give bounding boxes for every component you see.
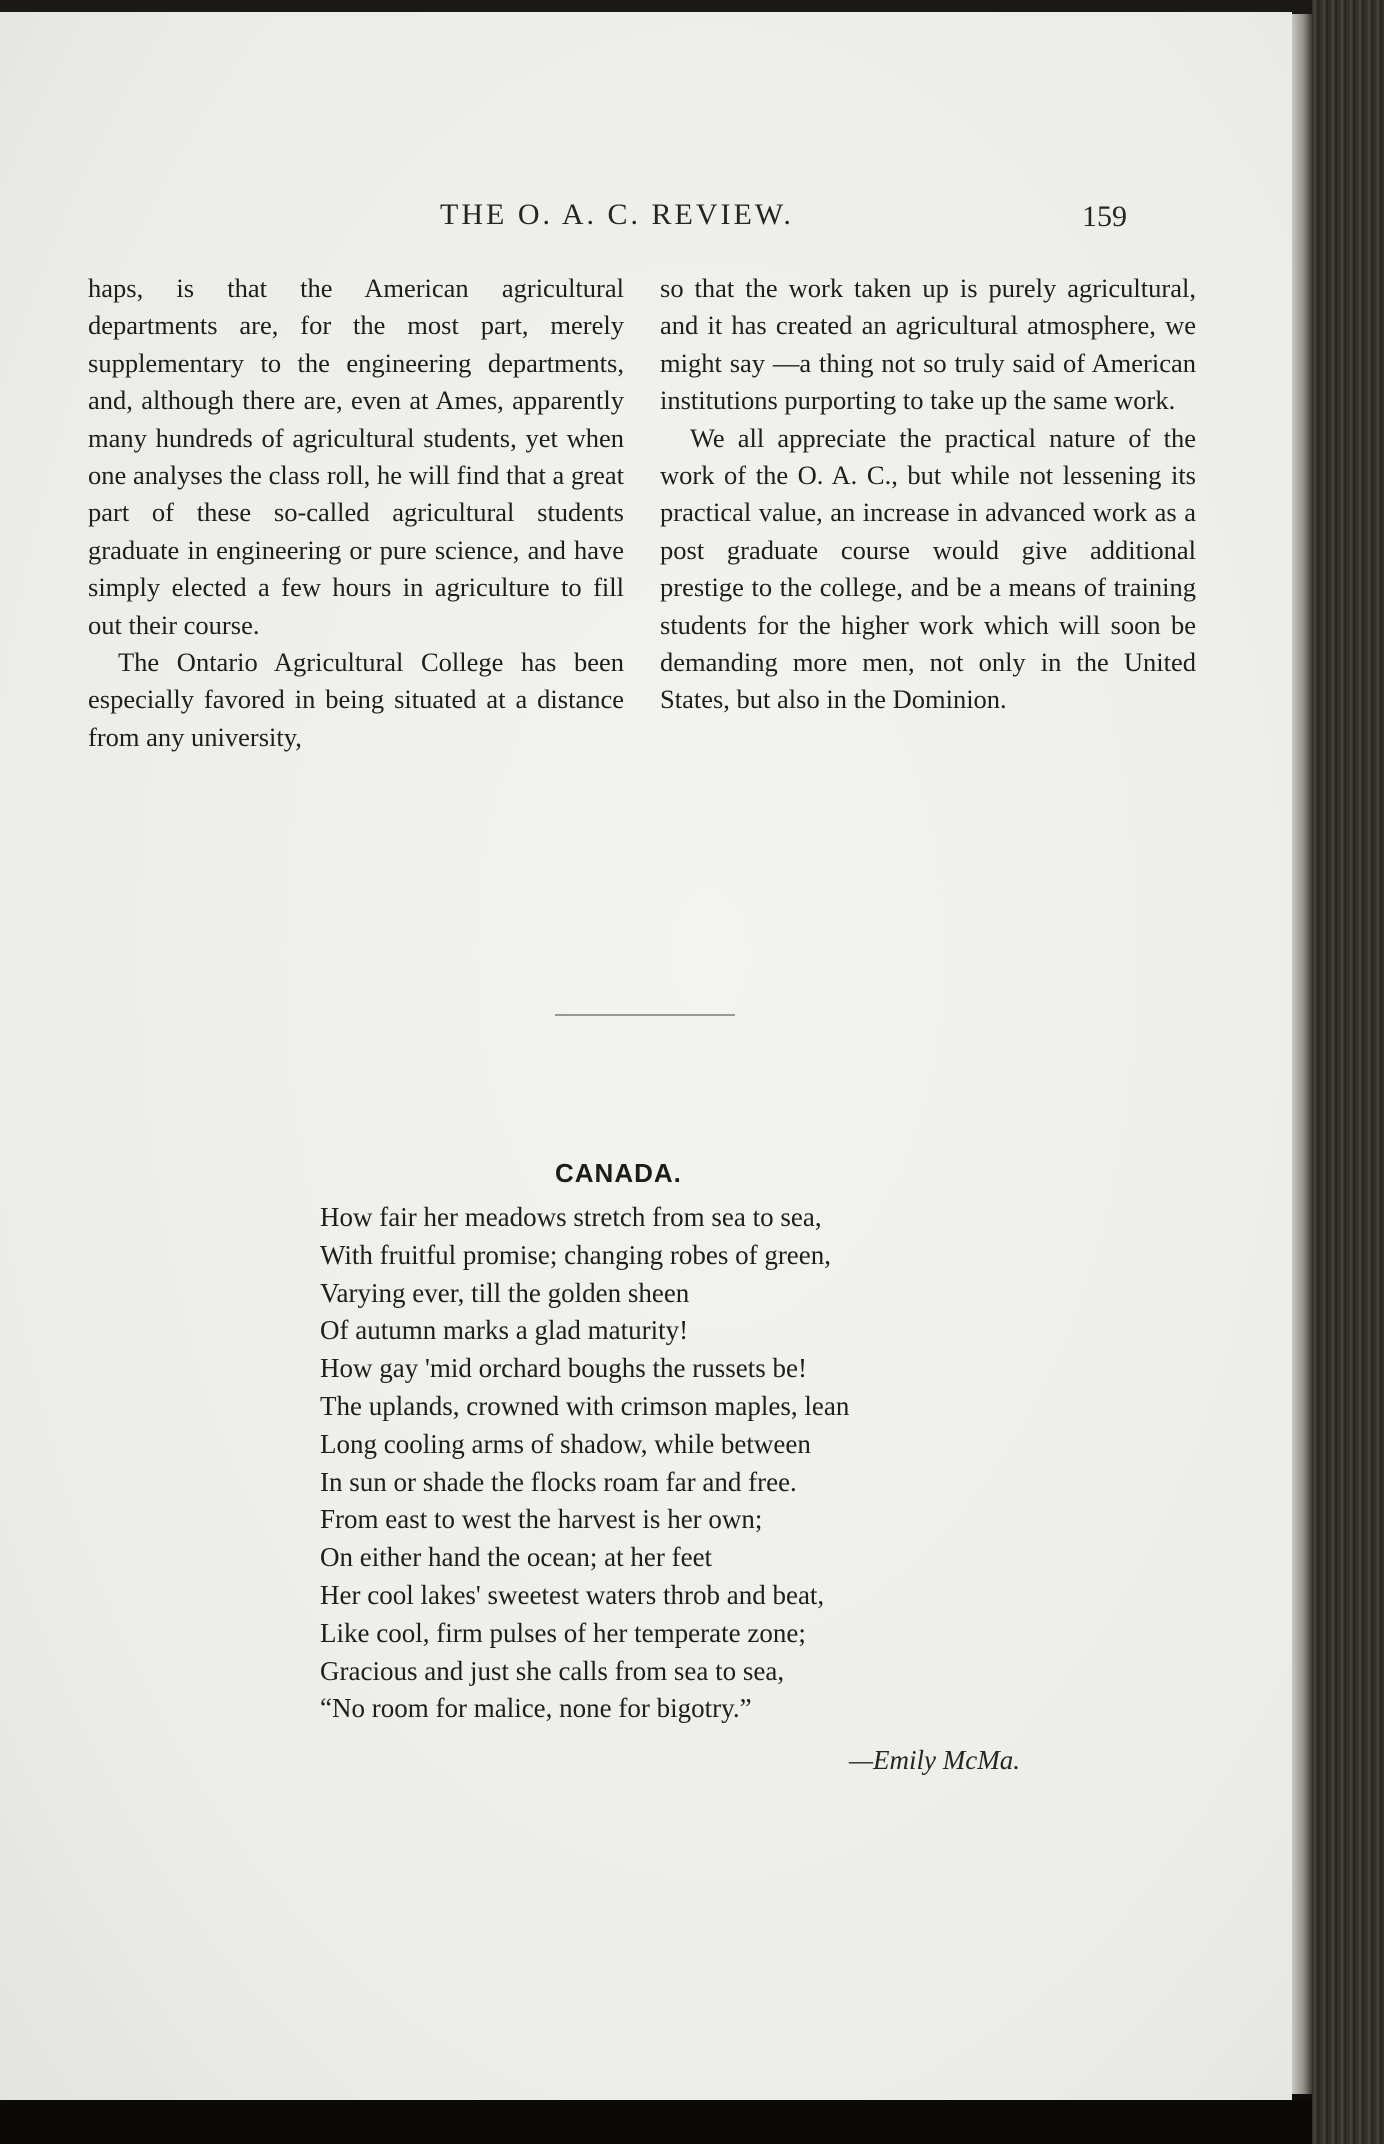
page-number: 159 xyxy=(1082,200,1127,233)
scan-bottom-border xyxy=(0,2100,1312,2144)
paragraph: We all appreciate the practical nature of the work of the O. A. C., but while not lessening its practical value, an increase in advanced work as a post graduate course would give additional prestige to the college, and be a means of training students for the higher work which will soon be demanding more men, not only in the United States, but also in the Dominion. xyxy=(660,422,1196,715)
poem-line: From east to west the harvest is her own; xyxy=(320,1504,763,1535)
poem-body xyxy=(320,1199,1000,1728)
poem-line: Her cool lakes' sweetest waters throb and beat, xyxy=(320,1579,825,1610)
poem-attribution: —Emily McMa. xyxy=(849,1745,1020,1775)
poem-line: The uplands, crowned with crimson maples, lean xyxy=(320,1390,850,1421)
poem-title: CANADA. xyxy=(555,1158,682,1188)
section-divider xyxy=(555,1014,735,1016)
paragraph: so that the work taken up is purely agricultural, and it has created an agricultural atmosphere, we might say —a thing not so truly said of American institutions purporting to take up the same work. xyxy=(660,273,1196,416)
article-left-column xyxy=(88,270,624,756)
poem-line: Of autumn marks a glad maturity! xyxy=(320,1315,689,1346)
poem-line: Varying ever, till the golden sheen xyxy=(320,1277,690,1308)
running-head: THE O. A. C. REVIEW. xyxy=(440,198,794,231)
paragraph: haps, is that the American agricultural departments are, for the most part, merely supplementary to the engineering departments, and, although there are, even at Ames, apparently many hundreds of agricultural students, yet when one analyses the class roll, he will find that a great part of these so-called agricultural students graduate in engineering or pure science, and have simply elected a few hours in agriculture to fill out their course. xyxy=(88,273,624,640)
poem-line: How gay 'mid orchard boughs the russets be! xyxy=(320,1353,808,1384)
paragraph: The Ontario Agricultural College has been especially favored in being situated at a distance from any university, xyxy=(88,647,624,752)
poem-line: Long cooling arms of shadow, while between xyxy=(320,1428,811,1459)
poem-line: On either hand the ocean; at her feet xyxy=(320,1542,713,1573)
page-edge-shadow xyxy=(1292,14,1312,2094)
poem-line: “No room for malice, none for bigotry.” xyxy=(320,1693,752,1724)
poem-line: How fair her meadows stretch from sea to sea, xyxy=(320,1202,822,1232)
poem-line: In sun or shade the flocks roam far and free. xyxy=(320,1466,797,1497)
article-right-column xyxy=(660,270,1196,719)
book-side-edge xyxy=(1312,0,1384,2144)
poem-line: With fruitful promise; changing robes of green, xyxy=(320,1239,832,1270)
poem-line: Like cool, firm pulses of her temperate zone; xyxy=(320,1617,806,1648)
poem-line: Gracious and just she calls from sea to sea, xyxy=(320,1655,785,1686)
